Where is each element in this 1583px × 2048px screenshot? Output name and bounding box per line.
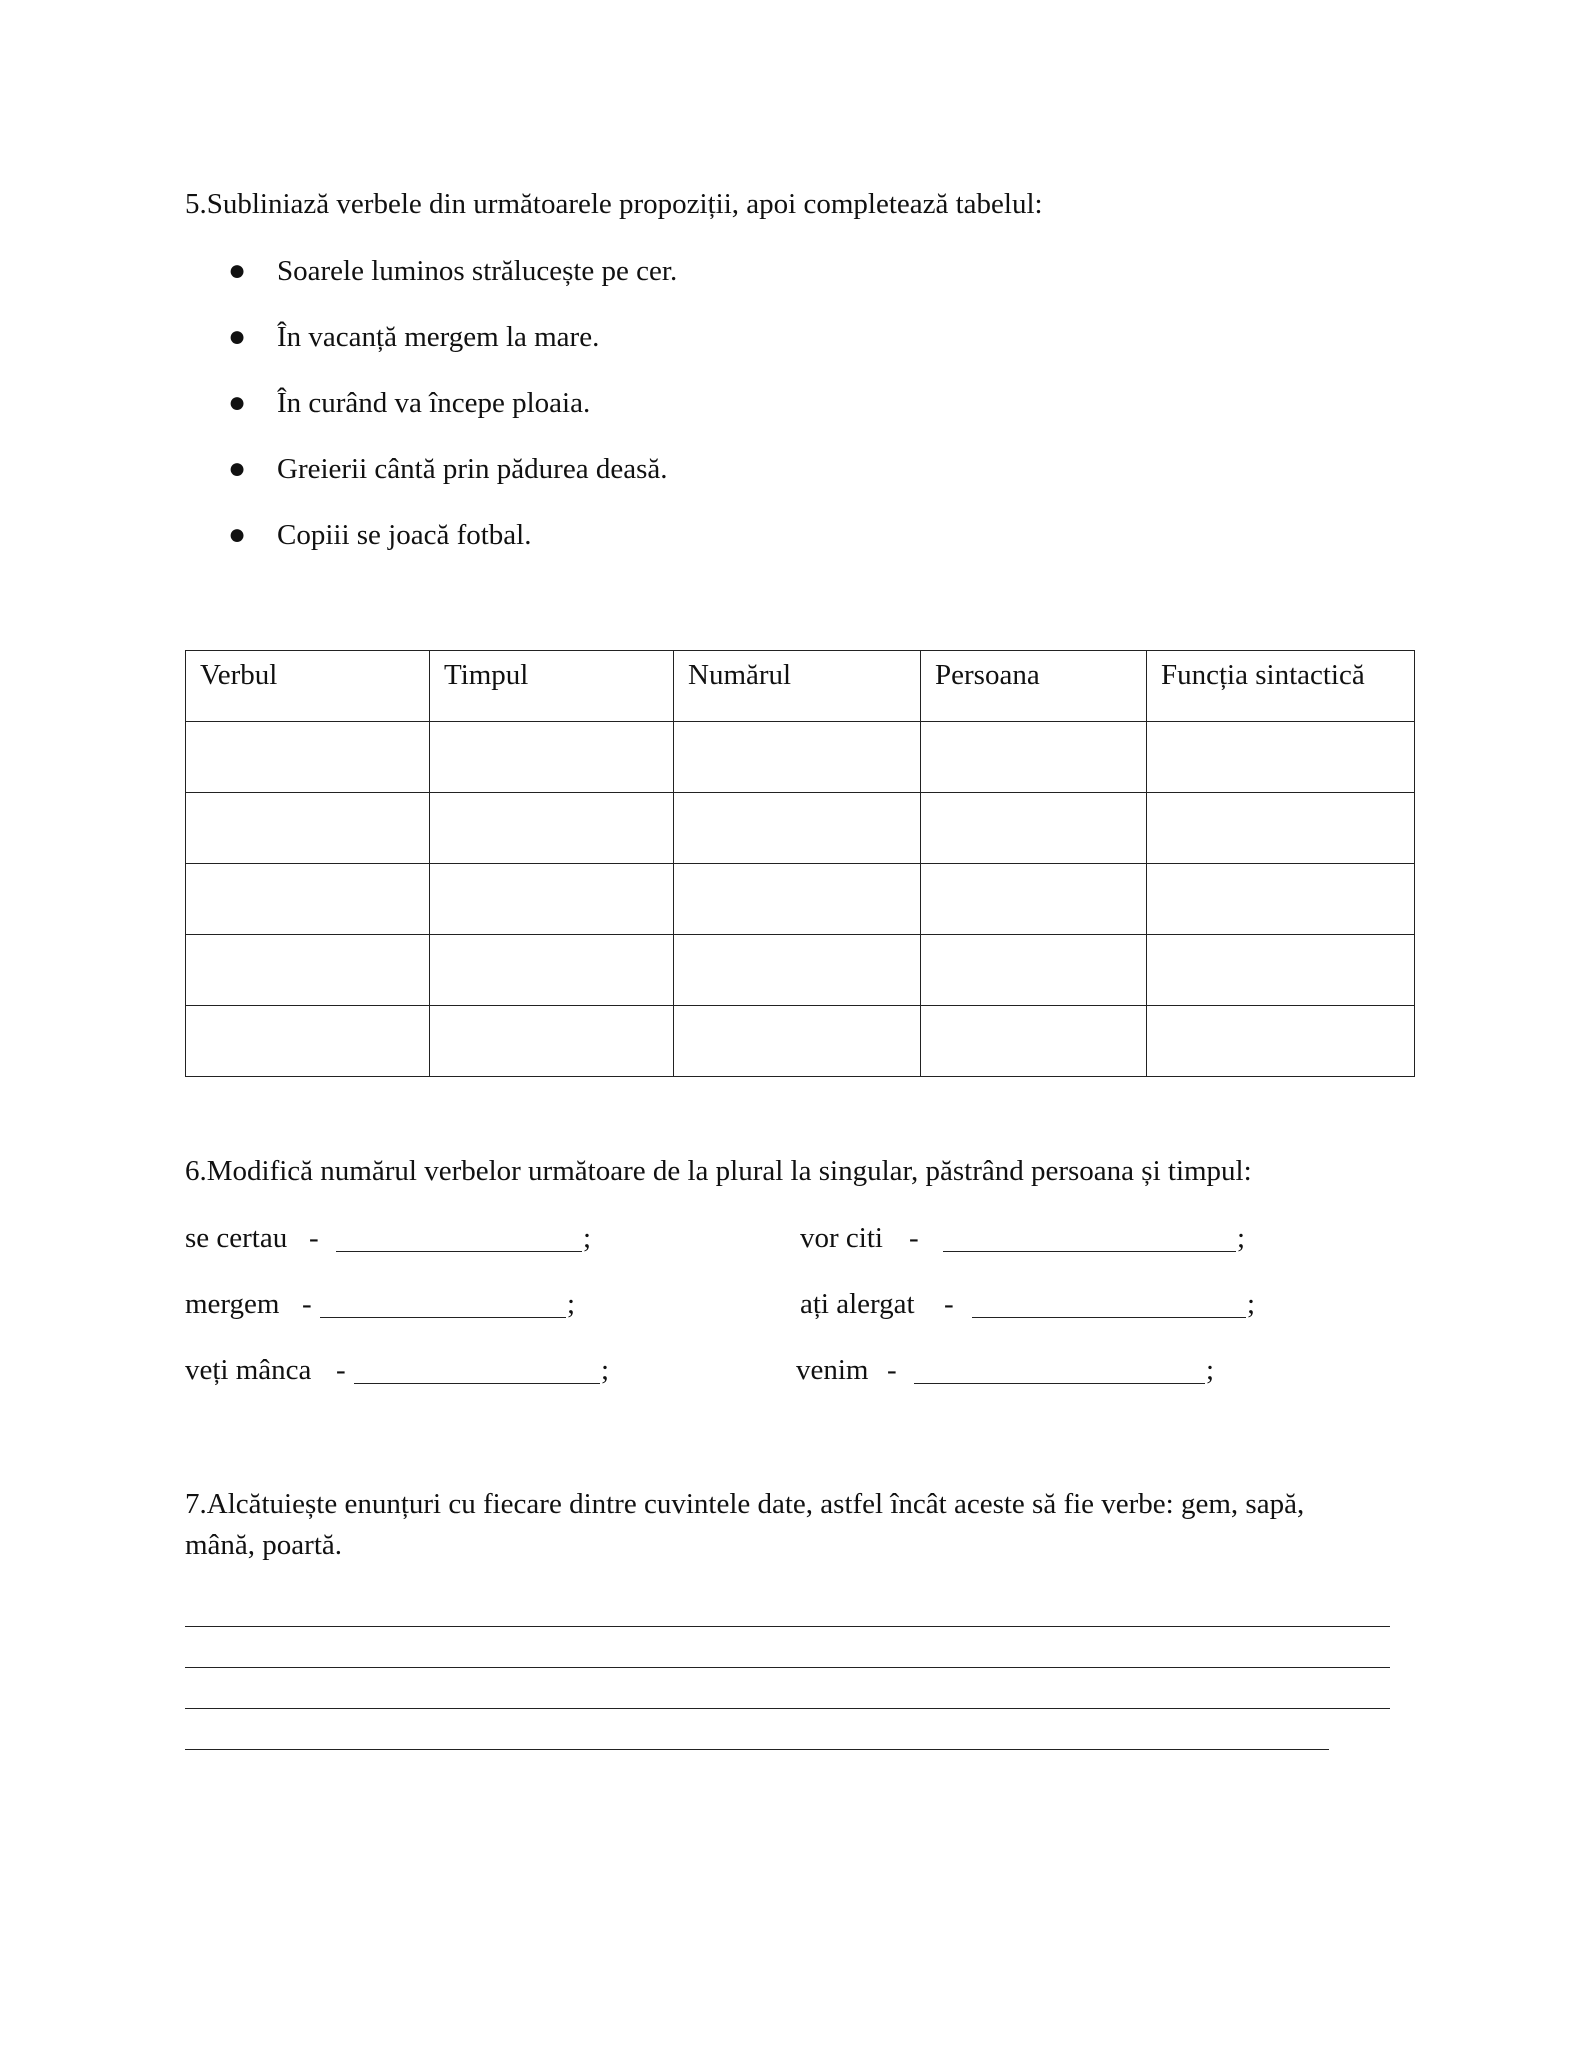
semicolon: ;	[1247, 1288, 1256, 1320]
table-cell[interactable]	[674, 722, 921, 793]
table-cell[interactable]	[430, 935, 674, 1006]
semicolon: ;	[583, 1222, 592, 1254]
table-row	[186, 1006, 1415, 1077]
table-cell[interactable]	[430, 793, 674, 864]
answer-blank[interactable]	[336, 1251, 582, 1252]
answer-line[interactable]	[185, 1749, 1329, 1750]
header-verbul: Verbul	[186, 651, 430, 722]
table-cell[interactable]	[430, 1006, 674, 1077]
answer-blank[interactable]	[914, 1383, 1205, 1384]
plural-verb: se certau	[185, 1222, 288, 1254]
answer-line[interactable]	[185, 1667, 1390, 1668]
bullet-icon: ●	[228, 320, 247, 353]
table-cell[interactable]	[921, 864, 1147, 935]
exercise-5-title: 5.Subliniază verbele din următoarele propoziții, apoi completează tabelul:	[185, 188, 1043, 220]
table-cell[interactable]	[1147, 864, 1415, 935]
table-cell[interactable]	[1147, 935, 1415, 1006]
answer-blank[interactable]	[320, 1317, 566, 1318]
exercise-7-title-line-2: mână, poartă.	[185, 1529, 343, 1561]
table-row	[186, 722, 1415, 793]
table-cell[interactable]	[921, 935, 1147, 1006]
bullet-icon: ●	[228, 452, 247, 485]
table-cell[interactable]	[921, 1006, 1147, 1077]
table-cell[interactable]	[921, 793, 1147, 864]
plural-verb: vor citi	[800, 1222, 883, 1254]
table-cell[interactable]	[921, 722, 1147, 793]
table-row	[186, 935, 1415, 1006]
plural-verb: mergem	[185, 1288, 280, 1320]
sentence-item: Greierii cântă prin pădurea deasă.	[277, 453, 668, 485]
table-cell[interactable]	[186, 935, 430, 1006]
dash: -	[909, 1222, 919, 1254]
exercise-6-title: 6.Modifică numărul verbelor următoare de la plural la singular, păstrând persoana și timpul:	[185, 1155, 1252, 1187]
table-cell[interactable]	[674, 935, 921, 1006]
sentence-item: Soarele luminos strălucește pe cer.	[277, 255, 678, 287]
table-row	[186, 864, 1415, 935]
answer-blank[interactable]	[972, 1317, 1246, 1318]
table-row	[186, 793, 1415, 864]
answer-line[interactable]	[185, 1708, 1390, 1709]
table-cell[interactable]	[430, 722, 674, 793]
dash: -	[309, 1222, 319, 1254]
table-cell[interactable]	[674, 1006, 921, 1077]
answer-blank[interactable]	[354, 1383, 600, 1384]
semicolon: ;	[601, 1354, 610, 1386]
table-cell[interactable]	[1147, 793, 1415, 864]
sentence-item: În curând va începe ploaia.	[277, 387, 591, 419]
bullet-icon: ●	[228, 386, 247, 419]
header-persoana: Persoana	[921, 651, 1147, 722]
header-functia-sintactica: Funcția sintactică	[1147, 651, 1415, 722]
bullet-icon: ●	[228, 254, 247, 287]
table-cell[interactable]	[674, 864, 921, 935]
verb-analysis-table	[185, 650, 1415, 1077]
dash: -	[944, 1288, 954, 1320]
dash: -	[336, 1354, 346, 1386]
exercise-7-title-line-1: 7.Alcătuiește enunțuri cu fiecare dintre cuvintele date, astfel încât aceste să fie verbe: gem, sapă,	[185, 1488, 1305, 1520]
header-numarul: Numărul	[674, 651, 921, 722]
sentence-item: În vacanță mergem la mare.	[277, 321, 600, 353]
semicolon: ;	[567, 1288, 576, 1320]
table-cell[interactable]	[186, 722, 430, 793]
table-cell[interactable]	[186, 793, 430, 864]
table-cell[interactable]	[186, 1006, 430, 1077]
plural-verb: venim	[796, 1354, 869, 1386]
table-cell[interactable]	[1147, 1006, 1415, 1077]
table-cell[interactable]	[430, 864, 674, 935]
table-header-row	[186, 651, 1415, 722]
answer-blank[interactable]	[943, 1251, 1236, 1252]
table-cell[interactable]	[186, 864, 430, 935]
header-timpul: Timpul	[430, 651, 674, 722]
semicolon: ;	[1237, 1222, 1246, 1254]
table-cell[interactable]	[1147, 722, 1415, 793]
dash: -	[302, 1288, 312, 1320]
semicolon: ;	[1206, 1354, 1215, 1386]
table-cell[interactable]	[674, 793, 921, 864]
plural-verb: ați alergat	[800, 1288, 915, 1320]
answer-line[interactable]	[185, 1626, 1390, 1627]
plural-verb: veți mânca	[185, 1354, 312, 1386]
bullet-icon: ●	[228, 518, 247, 551]
dash: -	[887, 1354, 897, 1386]
sentence-item: Copiii se joacă fotbal.	[277, 519, 532, 551]
